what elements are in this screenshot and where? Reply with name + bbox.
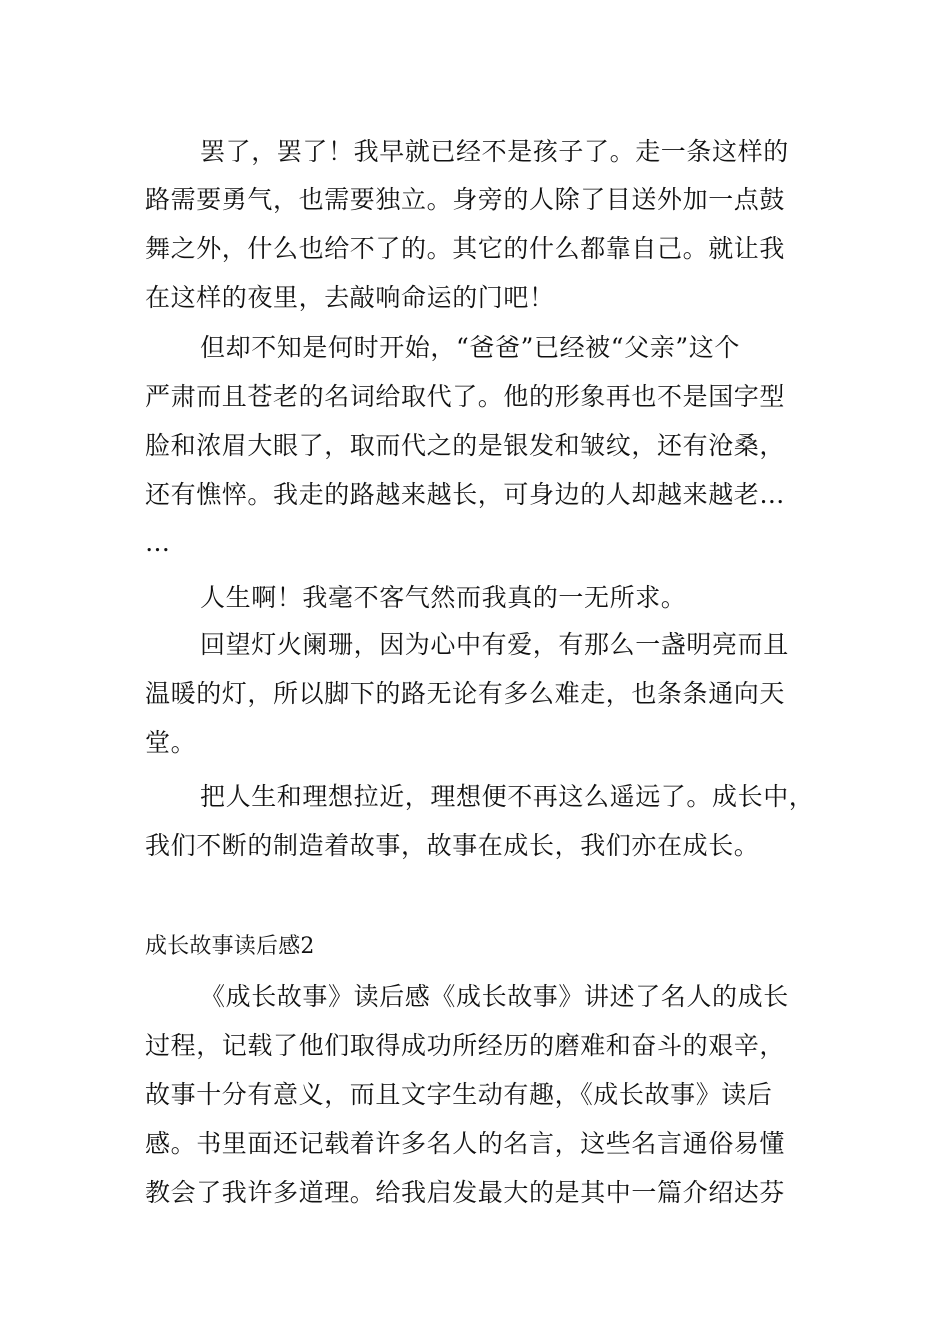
paragraph-line: 我们不断的制造着故事，故事在成长，我们亦在成长。 <box>145 831 760 860</box>
paragraph-line: 脸和浓眉大眼了，取而代之的是银发和皱纹，还有沧桑， <box>145 431 786 460</box>
paragraph-line: 《成长故事》读后感《成长故事》讲述了名人的成长 <box>200 982 789 1011</box>
paragraph-line: 严肃而且苍老的名词给取代了。他的形象再也不是国字型 <box>145 382 786 411</box>
paragraph-line: 路需要勇气，也需要独立。身旁的人除了目送外加一点鼓 <box>145 185 786 214</box>
paragraph-line: 教会了我许多道理。给我启发最大的是其中一篇介绍达芬 <box>145 1178 786 1207</box>
paragraph-line: 感。书里面还记载着许多名人的名言，这些名言通俗易懂 <box>145 1129 786 1158</box>
paragraph-line: 把人生和理想拉近，理想便不再这么遥远了。成长中， <box>200 782 815 811</box>
section-heading: 成长故事读后感2 <box>145 934 315 959</box>
paragraph-line: 罢了，罢了！我早就已经不是孩子了。走一条这样的 <box>200 137 789 166</box>
paragraph-line: 舞之外，什么也给不了的。其它的什么都靠自己。就让我 <box>145 234 786 263</box>
paragraph-line: 还有憔悴。我走的路越来越长，可身边的人却越来越老… <box>145 480 786 509</box>
paragraph-line: 堂。 <box>145 728 197 757</box>
paragraph-line: 但却不知是何时开始，“爸爸”已经被“父亲”这个 <box>200 333 740 362</box>
paragraph-line: 人生啊！我毫不客气然而我真的一无所求。 <box>200 583 687 612</box>
paragraph-line: … <box>145 528 171 557</box>
paragraph-line: 回望灯火阑珊，因为心中有爱，有那么一盏明亮而且 <box>200 630 789 659</box>
paragraph-line: 在这样的夜里，去敲响命运的门吧！ <box>145 283 555 312</box>
paragraph-line: 故事十分有意义，而且文字生动有趣，《成长故事》读后 <box>145 1080 773 1109</box>
paragraph-line: 温暖的灯，所以脚下的路无论有多么难走，也条条通向天 <box>145 679 786 708</box>
paragraph-line: 过程，记载了他们取得成功所经历的磨难和奋斗的艰辛， <box>145 1031 786 1060</box>
